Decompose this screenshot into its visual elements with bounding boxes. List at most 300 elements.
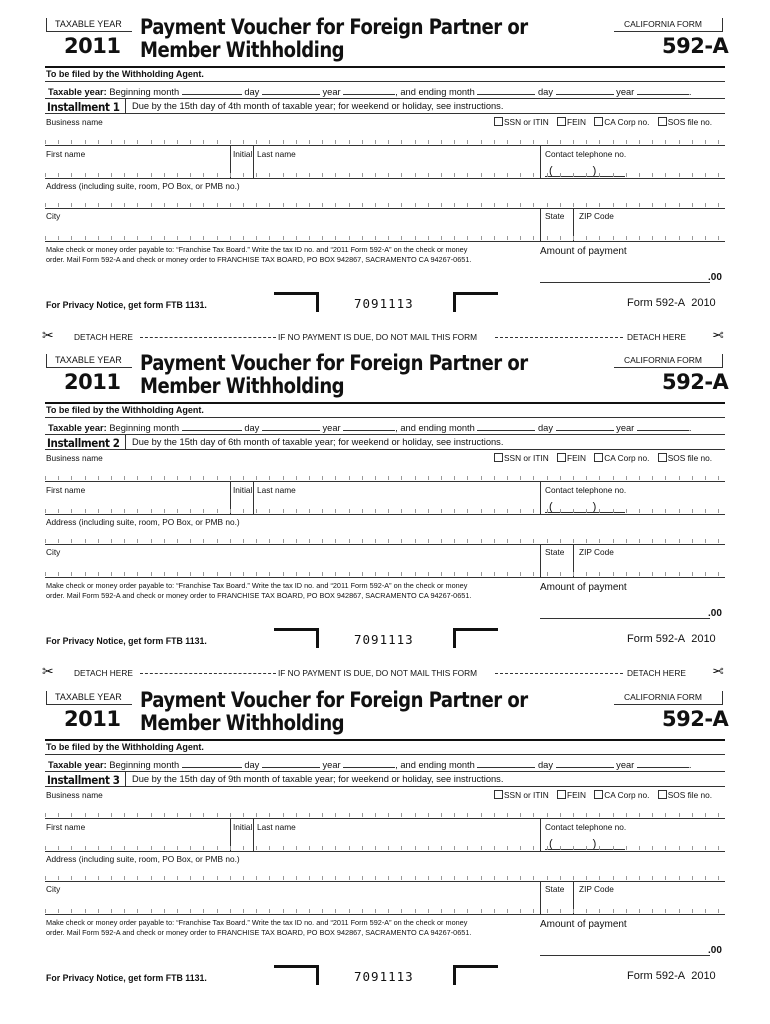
id-option-ca-corp[interactable] [594,790,649,800]
field-tick [679,140,680,144]
field-tick [85,140,86,144]
ca-corp-checkbox[interactable] [594,117,603,126]
ca-corp-checkbox[interactable] [594,453,603,462]
field-tick [124,846,125,850]
divider [45,544,725,545]
phone-paren-close: ) [592,501,597,513]
ending-month-field[interactable] [477,421,535,431]
installment-number: Installment 1 [47,100,120,114]
field-tick [98,909,99,913]
field-tick [58,539,59,543]
beginning-day-field[interactable] [262,758,320,768]
field-tick [467,572,468,576]
field-tick [203,140,204,144]
field-tick [296,813,297,817]
field-tick [467,509,468,513]
field-tick [256,509,257,513]
field-tick [665,846,666,850]
field-tick [309,813,310,817]
field-tick [586,876,587,880]
beginning-year-field[interactable] [343,758,395,768]
field-tick [85,572,86,576]
field-tick [401,572,402,576]
field-tick [177,509,178,513]
field-tick [639,813,640,817]
field-tick [388,909,389,913]
field-tick [718,203,719,207]
field-tick [586,236,587,240]
field-tick [481,876,482,880]
field-tick [58,876,59,880]
divider [45,851,725,852]
field-tick [428,236,429,240]
sos-checkbox[interactable] [658,790,667,799]
field-tick [547,509,548,513]
scan-corner-mark [274,965,319,985]
field-tick [388,813,389,817]
field-tick [560,203,561,207]
name-field[interactable] [45,846,725,850]
field-tick [652,846,653,850]
day-label: day [537,760,553,770]
field-tick [401,236,402,240]
scissors-icon: ✂ [42,663,54,679]
ending-year-field[interactable] [637,421,689,431]
field-tick [98,539,99,543]
field-tick [533,509,534,513]
field-tick [256,846,257,850]
beginning-month-label: Beginning month [109,87,180,97]
field-tick [362,476,363,480]
field-tick [599,203,600,207]
field-tick [111,236,112,240]
field-tick [243,846,244,850]
field-tick [375,476,376,480]
amount-field[interactable] [540,282,710,283]
year-label: year [616,87,635,97]
city-label: City [46,884,61,894]
field-tick [296,539,297,543]
footer-form-number: Form 592-A [627,297,686,309]
field-tick [665,476,666,480]
id-option-ssn[interactable] [494,117,549,127]
field-tick [692,813,693,817]
field-tick [520,140,521,144]
fein-checkbox[interactable] [557,453,566,462]
field-tick [639,876,640,880]
field-tick [203,813,204,817]
id-option-label: FEIN [567,790,586,800]
mailing-instructions: Make check or money order payable to: “Franchise Tax Board.” Write the tax ID no. and “2011 Form 592-A” on the check or money order. Mail Form 592-A and check or money order to FRANCHISE TAX BOARD, PO BOX 942867, SACRAMENTO CA 94267-0651. [46,245,472,264]
city-state-zip-field[interactable] [45,236,725,240]
address-field[interactable] [45,539,725,543]
business-name-label: Business name [46,453,103,463]
divider [140,673,276,674]
field-tick [111,140,112,144]
id-option-ca-corp[interactable] [594,453,649,463]
footer-revision-year: 2010 [691,297,716,309]
field-tick [269,509,270,513]
field-tick [98,876,99,880]
field-tick [665,236,666,240]
beginning-day-field[interactable] [262,421,320,431]
field-tick [190,203,191,207]
field-tick [454,846,455,850]
field-tick [137,203,138,207]
field-tick [533,173,534,177]
field-tick [58,509,59,513]
field-tick [415,476,416,480]
field-tick [415,813,416,817]
field-tick [467,813,468,817]
field-tick [652,509,653,513]
field-tick [71,539,72,543]
amount-label: Amount of payment [540,246,627,257]
field-tick [679,909,680,913]
field-tick [599,140,600,144]
field-tick [111,846,112,850]
id-option-sos[interactable] [658,453,712,463]
amount-field[interactable] [540,955,710,956]
zip-label: ZIP Code [579,547,614,557]
field-tick [626,476,627,480]
ending-month-field[interactable] [477,758,535,768]
field-tick [164,476,165,480]
field-tick [705,539,706,543]
field-tick [533,846,534,850]
business-name-field[interactable] [45,813,725,817]
field-tick [494,173,495,177]
id-option-fein[interactable] [557,790,586,800]
field-tick [335,876,336,880]
field-tick [177,539,178,543]
beginning-month-field[interactable] [182,758,242,768]
field-tick [665,509,666,513]
field-tick [692,909,693,913]
field-tick [375,203,376,207]
ssn-checkbox[interactable] [494,790,503,799]
field-tick [401,173,402,177]
field-tick [283,476,284,480]
field-tick [401,813,402,817]
field-tick [85,173,86,177]
field-tick [349,236,350,240]
california-form-label: CALIFORNIA FORM [624,355,702,365]
field-tick [454,140,455,144]
field-tick [177,173,178,177]
id-option-label: CA Corp no. [604,790,650,800]
name-field[interactable] [45,509,725,513]
field-tick [151,236,152,240]
city-state-zip-field[interactable] [45,572,725,576]
field-tick [111,876,112,880]
field-tick [507,846,508,850]
field-tick [467,909,468,913]
field-tick [203,203,204,207]
field-tick [626,572,627,576]
period-end: . [688,760,692,770]
field-tick [507,140,508,144]
detach-left-label: DETACH HERE [74,668,133,678]
field-tick [388,203,389,207]
phone-paren-open: ( [549,165,553,177]
field-tick [547,813,548,817]
field-tick [599,173,600,177]
field-tick [124,509,125,513]
amount-field[interactable] [540,618,710,619]
field-tick [283,813,284,817]
field-tick [507,509,508,513]
field-tick [256,572,257,576]
field-tick [613,572,614,576]
field-tick [322,476,323,480]
footer-form-id [627,297,716,309]
business-name-label: Business name [46,117,103,127]
field-tick [533,876,534,880]
address-field[interactable] [45,876,725,880]
ssn-checkbox[interactable] [494,117,503,126]
field-tick [58,813,59,817]
field-tick [137,539,138,543]
field-tick [481,140,482,144]
field-tick [375,846,376,850]
first-name-label: First name [46,149,86,159]
field-tick [296,140,297,144]
field-tick [560,846,561,850]
id-option-label: FEIN [567,117,586,127]
field-tick [573,236,574,240]
field-tick [652,909,653,913]
beginning-year-field[interactable] [343,85,395,95]
field-tick [665,203,666,207]
field-tick [547,876,548,880]
sos-checkbox[interactable] [658,117,667,126]
field-tick [626,539,627,543]
field-tick [718,140,719,144]
address-field[interactable] [45,203,725,207]
due-date-note: Due by the 15th day of 9th month of taxable year; for weekend or holiday, see instructions. [132,774,504,784]
id-option-fein[interactable] [557,117,586,127]
field-tick [533,572,534,576]
zip-label: ZIP Code [579,211,614,221]
ending-day-field[interactable] [556,758,614,768]
field-tick [507,909,508,913]
divider [45,914,725,915]
field-tick [718,476,719,480]
field-tick [718,813,719,817]
field-tick [375,572,376,576]
fein-checkbox[interactable] [557,117,566,126]
beginning-month-field[interactable] [182,421,242,431]
field-tick [613,876,614,880]
field-tick [45,476,46,480]
footer-revision-year: 2010 [691,970,716,982]
field-tick [111,476,112,480]
field-tick [217,173,218,177]
field-tick [217,236,218,240]
divider [45,434,725,435]
city-state-zip-field[interactable] [45,909,725,913]
field-tick [560,509,561,513]
id-option-label: SOS file no. [667,453,713,463]
field-tick [177,140,178,144]
field-tick [507,173,508,177]
field-tick [626,173,627,177]
field-tick [705,173,706,177]
field-tick [45,539,46,543]
field-tick [269,909,270,913]
field-tick [639,203,640,207]
tax-year: 2011 [64,370,121,394]
sos-checkbox[interactable] [658,453,667,462]
field-tick [296,572,297,576]
address-label: Address (including suite, room, PO Box, or PMB no.) [46,181,240,191]
field-tick [269,476,270,480]
ending-year-field[interactable] [637,85,689,95]
field-tick [665,572,666,576]
field-tick [533,539,534,543]
field-tick [467,846,468,850]
field-tick [269,846,270,850]
field-tick [481,173,482,177]
field-tick [467,173,468,177]
field-tick [679,203,680,207]
ending-day-field[interactable] [556,85,614,95]
field-tick [613,813,614,817]
field-tick [375,173,376,177]
field-tick [230,813,231,817]
field-tick [415,539,416,543]
field-tick [415,173,416,177]
field-tick [401,509,402,513]
field-tick [124,909,125,913]
field-tick [520,236,521,240]
field-tick [401,909,402,913]
divider [45,771,725,772]
field-tick [203,909,204,913]
ending-day-field[interactable] [556,421,614,431]
field-tick [599,509,600,513]
id-option-sos[interactable] [658,790,712,800]
field-tick [217,572,218,576]
id-option-label: CA Corp no. [604,117,650,127]
field-tick [415,572,416,576]
field-tick [652,476,653,480]
divider [45,66,725,68]
field-tick [322,909,323,913]
field-tick [164,173,165,177]
field-tick [151,539,152,543]
beginning-day-field[interactable] [262,85,320,95]
id-option-fein[interactable] [557,453,586,463]
form-title-line1: Payment Voucher for Foreign Partner or [140,15,528,39]
address-label: Address (including suite, room, PO Box, or PMB no.) [46,854,240,864]
field-tick [599,539,600,543]
field-tick [679,509,680,513]
taxable-year-box [46,354,132,368]
id-option-ssn[interactable] [494,453,549,463]
beginning-month-field[interactable] [182,85,242,95]
field-tick [58,909,59,913]
field-tick [335,140,336,144]
field-tick [349,813,350,817]
field-tick [322,876,323,880]
field-tick [203,572,204,576]
name-field[interactable] [45,173,725,177]
field-tick [45,909,46,913]
field-tick [269,572,270,576]
field-tick [401,140,402,144]
taxable-year-label: TAXABLE YEAR [55,355,122,365]
ssn-checkbox[interactable] [494,453,503,462]
field-tick [256,876,257,880]
field-tick [71,909,72,913]
field-tick [45,236,46,240]
field-tick [547,476,548,480]
divider [45,113,725,114]
field-tick [533,236,534,240]
id-option-ca-corp[interactable] [594,117,649,127]
tax-id-type-options [494,790,718,800]
field-tick [586,173,587,177]
field-tick [256,140,257,144]
field-tick [467,476,468,480]
field-tick [111,509,112,513]
field-tick [296,173,297,177]
form-title-line2: Member Withholding [140,711,345,735]
ending-month-field[interactable] [477,85,535,95]
field-tick [111,203,112,207]
field-tick [309,140,310,144]
field-tick [547,846,548,850]
beginning-year-field[interactable] [343,421,395,431]
field-tick [639,140,640,144]
field-tick [98,509,99,513]
field-tick [111,909,112,913]
taxable-year-box [46,691,132,705]
taxable-year-prefix: Taxable year: [48,87,107,97]
year-label: year [616,760,635,770]
field-tick [507,813,508,817]
id-option-ssn[interactable] [494,790,549,800]
field-tick [124,236,125,240]
field-tick [230,509,231,513]
field-tick [283,509,284,513]
divider [495,673,623,674]
field-tick [309,909,310,913]
field-tick [573,476,574,480]
field-tick [599,876,600,880]
field-tick [283,909,284,913]
fein-checkbox[interactable] [557,790,566,799]
taxable-year-period [48,758,691,770]
privacy-notice: For Privacy Notice, get form FTB 1131. [46,300,207,310]
field-tick [613,909,614,913]
field-tick [137,476,138,480]
business-name-field[interactable] [45,140,725,144]
id-option-sos[interactable] [658,117,712,127]
field-tick [71,572,72,576]
field-tick [533,909,534,913]
field-tick [124,876,125,880]
divider [45,754,725,755]
ending-year-field[interactable] [637,758,689,768]
ca-corp-checkbox[interactable] [594,790,603,799]
field-tick [243,909,244,913]
business-name-field[interactable] [45,476,725,480]
field-tick [586,509,587,513]
field-tick [177,572,178,576]
